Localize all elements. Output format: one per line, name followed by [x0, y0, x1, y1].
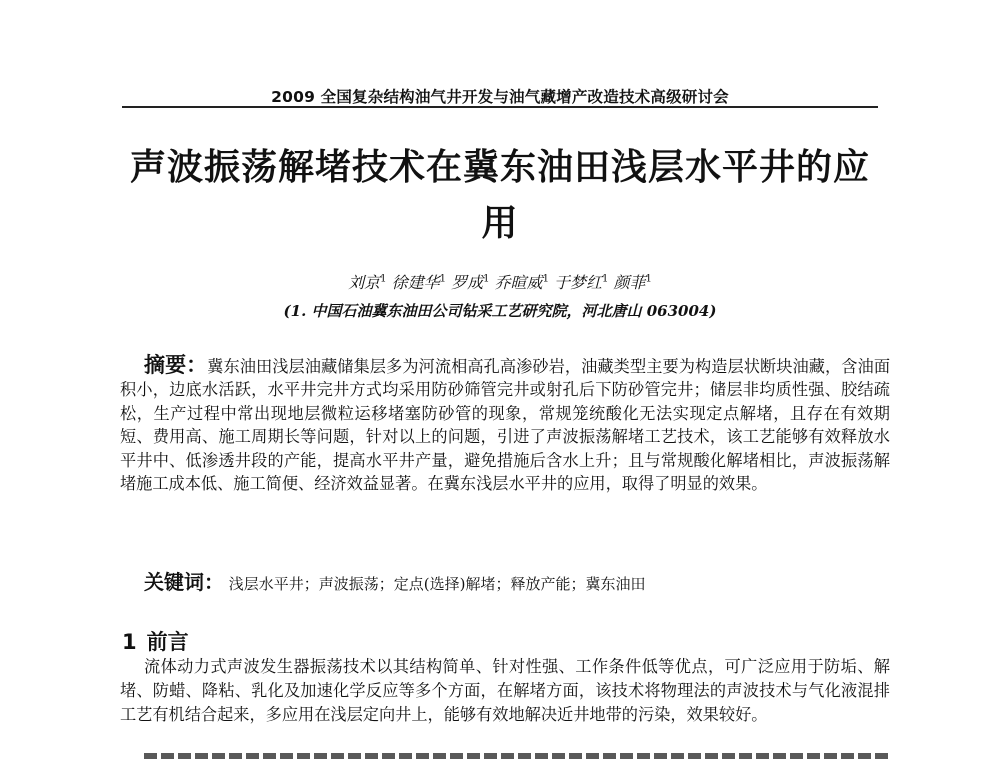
- running-header: 2009 全国复杂结构油气井开发与油气藏增产改造技术高级研讨会: [271, 88, 729, 106]
- section-title: 前言: [146, 630, 189, 654]
- affiliation: (1. 中国石油冀东油田公司钻采工艺研究院，河北唐山 063004): [283, 302, 717, 320]
- author: 刘京$^1$: [348, 273, 387, 292]
- author: 徐建华$^1$: [391, 273, 446, 292]
- author: 颜菲$^1$: [613, 273, 652, 292]
- author: 罗成$^1$: [451, 273, 490, 292]
- author-list: [0, 270, 1000, 293]
- abstract: [120, 354, 890, 495]
- paper-title: 声波振荡解堵技术在冀东油田浅层水平井的应用: [129, 147, 870, 244]
- author: 乔暄威$^1$: [494, 273, 549, 292]
- keywords-text: 浅层水平井；声波振荡；定点(选择)解堵；释放产能；冀东油田: [228, 575, 646, 593]
- section-number: 1: [122, 630, 137, 654]
- keywords-label: 关键词：: [144, 570, 224, 594]
- header-rule: [122, 106, 878, 108]
- body-paragraph: 流体动力式声波发生器振荡技术以其结构简单、针对性强、工作条件低等优点，可广泛应用于防垢、解堵、防蜡、降粘、乳化及加速化学反应等多个方面，在解堵方面，该技术将物理法的声波技术与气化液混排工艺有机结合起来，多应用在浅层定向井上，能够有效地解决近井地带的污染，效果较好。: [120, 657, 890, 724]
- author: 于梦红$^1$: [554, 273, 609, 292]
- abstract-text: 冀东油田浅层油藏储集层多为河流相高孔高渗砂岩，油藏类型主要为构造层状断块油藏，含油面积小，边底水活跃，水平井完井方式均采用防砂筛管完井或射孔后下防砂管完井；储层非均质性强、胶结疏松，生产过程中常出现地层微粒运移堵塞防砂管的现象，常规笼统酸化无法实现定点解堵，且存在有效期短、费用高、施工周期长等问题，针对以上的问题，引进了声波振荡解堵工艺技术，该工艺能够有效释放水平井中、低渗透井段的产能，提高水平井产量，避免措施后含水上升；且与常规酸化解堵相比，声波振荡解堵施工成本低、施工简便、经济效益显著。在冀东浅层水平井的应用，取得了明显的效果。: [120, 357, 891, 494]
- abstract-label: 摘要：: [144, 353, 208, 377]
- cut-off-text-line: [144, 751, 888, 759]
- keywords: [144, 566, 884, 595]
- section-heading: [122, 626, 189, 656]
